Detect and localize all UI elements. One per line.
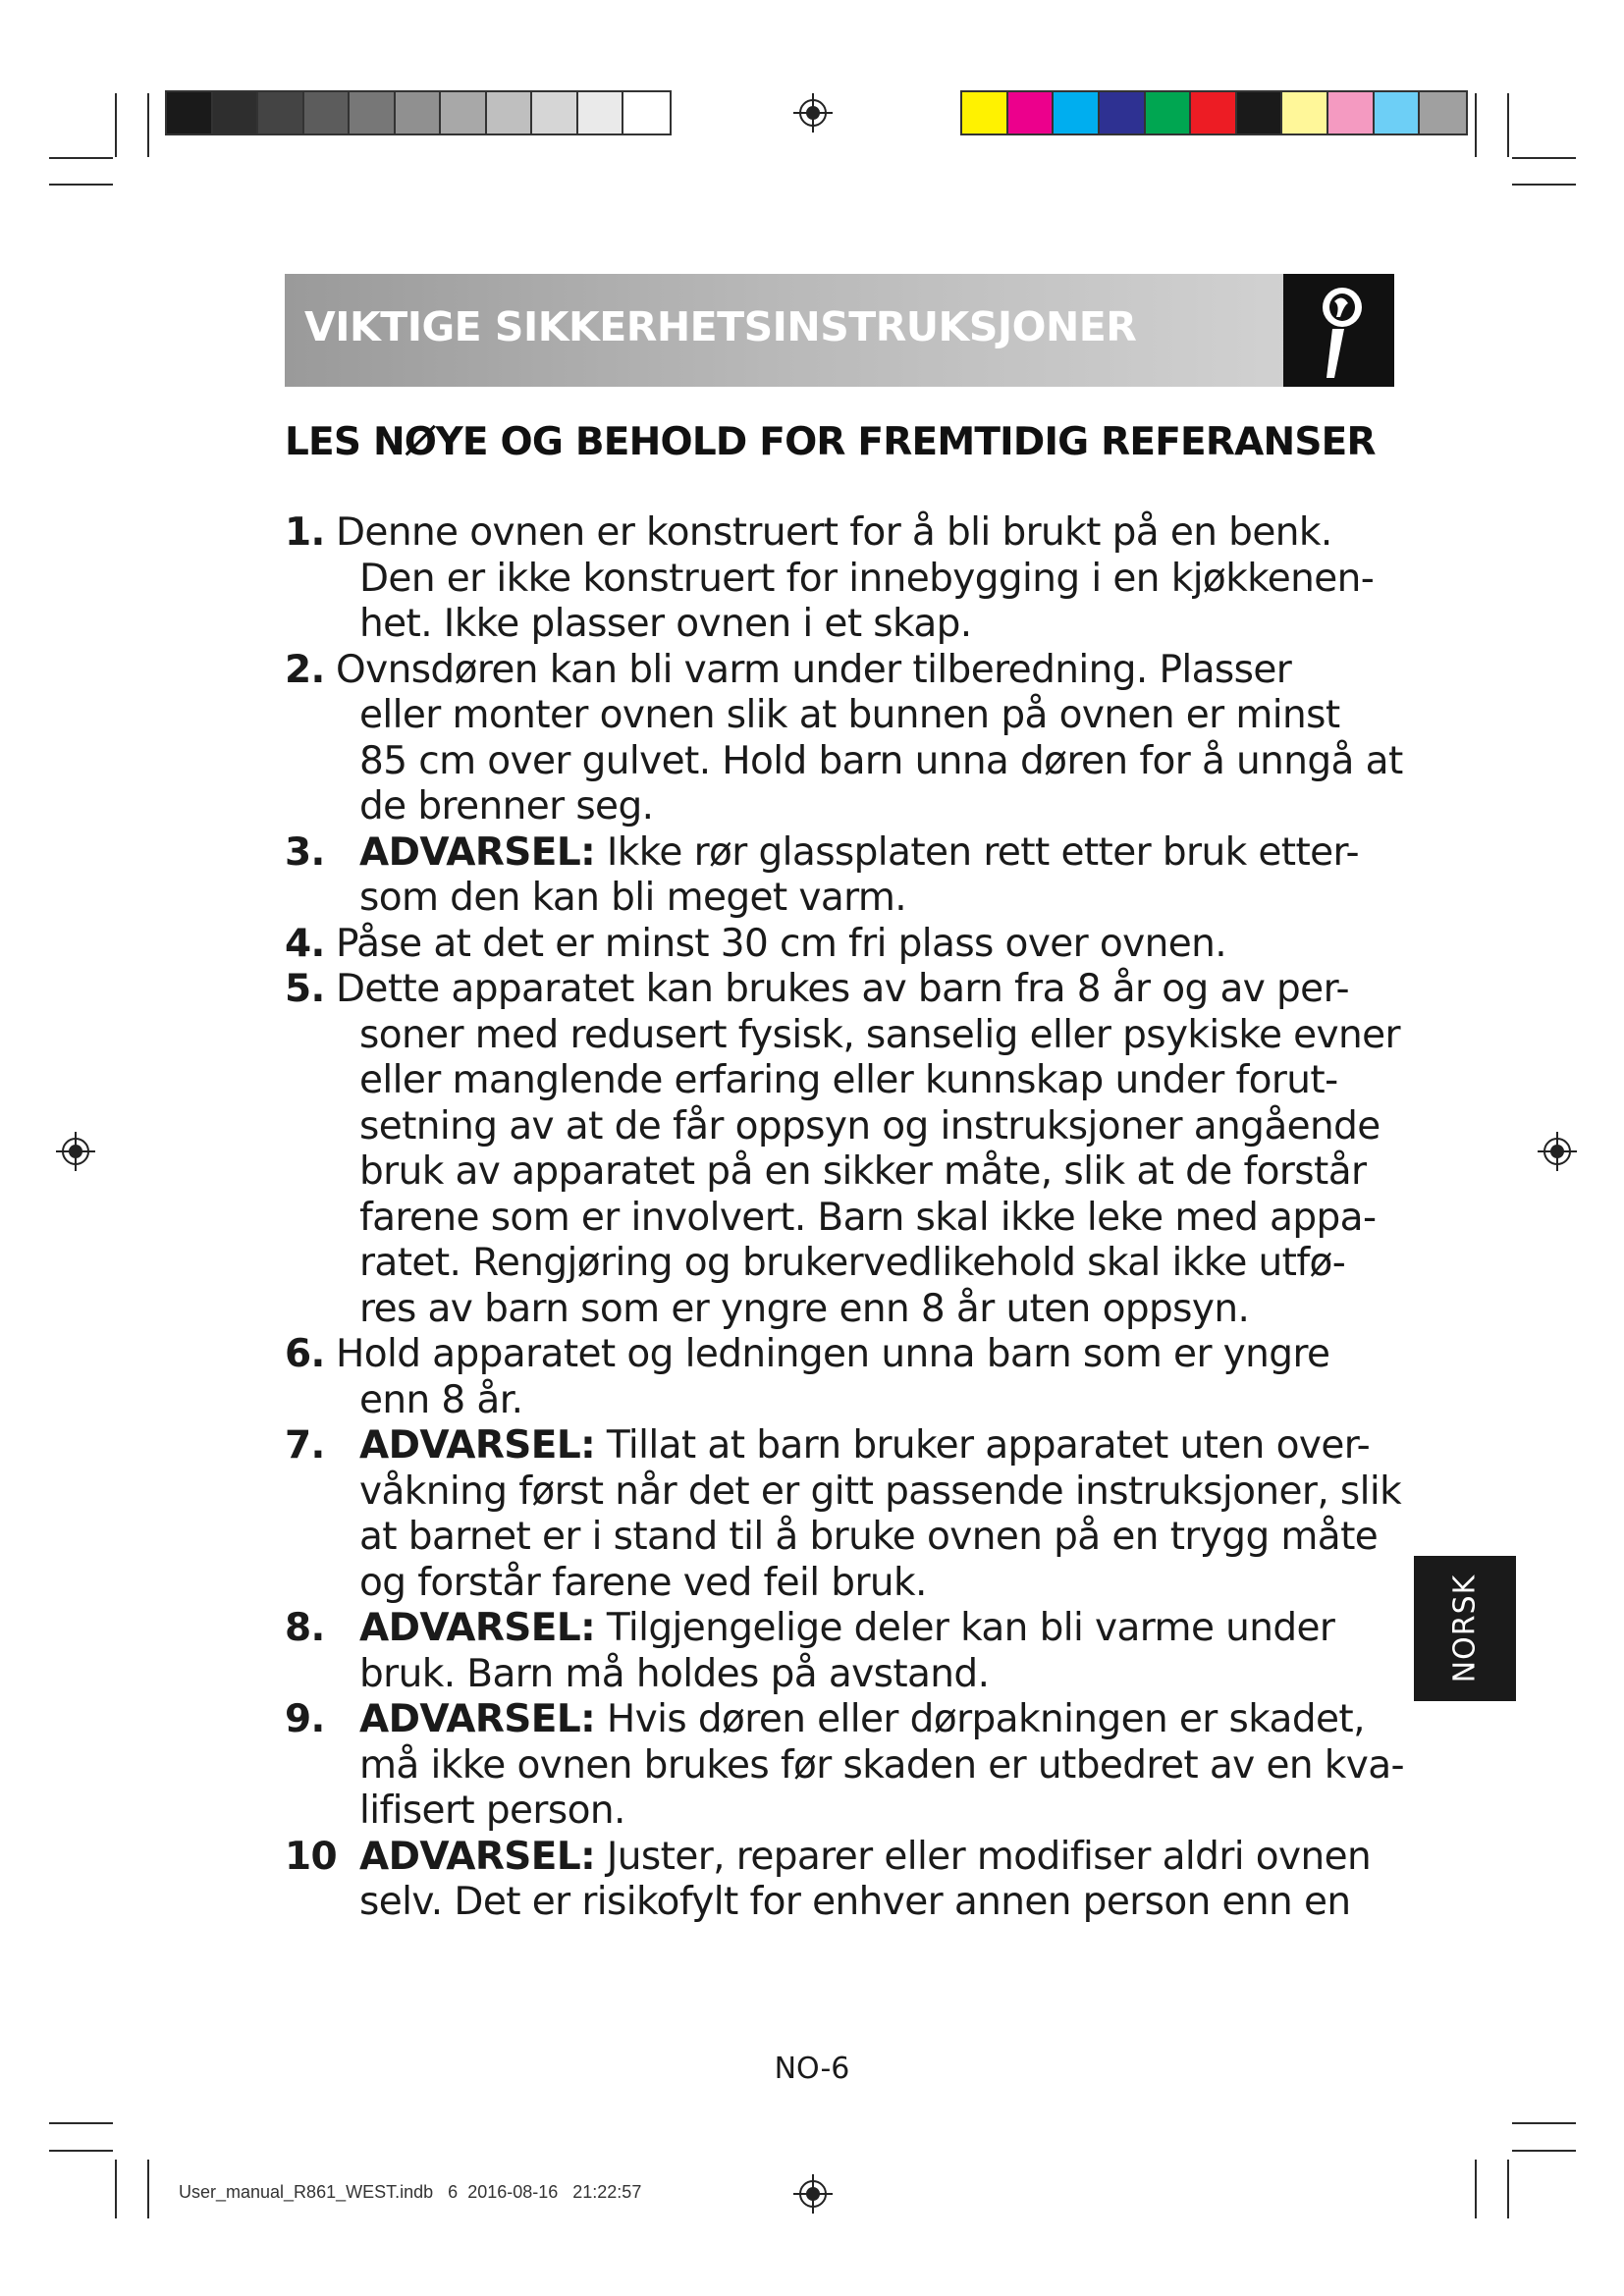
item-body	[285, 647, 1403, 830]
registration-mark-bottom	[793, 2174, 833, 2214]
item-text: setning av at de får oppsyn og instruksjoner angående	[359, 1103, 1380, 1148]
warning-label: ADVARSEL:	[359, 1606, 596, 1650]
item-text: Tillat at barn bruker apparatet uten over-	[606, 1423, 1371, 1468]
process-color-swatch	[1420, 92, 1466, 133]
item-text: Tilgjengelige deler kan bli varme under	[606, 1606, 1335, 1650]
registration-mark-right	[1538, 1132, 1577, 1171]
print-slug	[179, 2182, 641, 2203]
warning-label: ADVARSEL:	[359, 1423, 596, 1468]
section-title: VIKTIGE SIKKERHETSINSTRUKSJONER	[304, 303, 1137, 350]
item-line	[336, 922, 1399, 968]
list-item	[285, 967, 1399, 1332]
item-body	[285, 967, 1399, 1332]
item-line	[336, 1332, 1399, 1378]
gray-swatch	[441, 92, 487, 133]
item-line	[359, 1606, 1399, 1652]
gray-swatch	[167, 92, 213, 133]
item-text: soner med redusert fysisk, sanselig eller psykiske evner	[359, 1012, 1400, 1057]
section-header-banner	[285, 274, 1394, 387]
gray-swatch	[213, 92, 259, 133]
process-color-swatch	[1375, 92, 1421, 133]
gray-swatch	[487, 92, 533, 133]
item-line	[359, 693, 1399, 739]
item-number: 10	[285, 1834, 338, 1879]
item-body	[285, 1332, 1399, 1423]
item-text: Ovnsdøren kan bli varm under tilberedning. Plasser	[336, 647, 1292, 692]
item-line	[359, 1196, 1399, 1242]
item-text: res av barn som er yngre enn 8 år uten oppsyn.	[359, 1286, 1250, 1331]
item-line	[359, 1287, 1399, 1333]
item-body	[285, 922, 1399, 968]
item-line	[359, 1789, 1399, 1835]
item-line	[336, 648, 1399, 694]
item-number: 6.	[285, 1332, 325, 1376]
item-line	[359, 1241, 1399, 1287]
item-number: 5.	[285, 967, 325, 1011]
warning-label: ADVARSEL:	[359, 1834, 596, 1879]
gray-swatch	[258, 92, 304, 133]
item-line	[336, 967, 1399, 1013]
language-tab-label: NORSK	[1447, 1574, 1483, 1683]
item-text: farene som er involvert. Barn skal ikke leke med appa-	[359, 1195, 1377, 1240]
process-color-swatch	[1008, 92, 1055, 133]
item-line	[359, 1835, 1399, 1881]
item-line	[359, 1104, 1399, 1150]
instruction-list	[285, 510, 1404, 1926]
item-line	[336, 510, 1399, 557]
list-item	[285, 830, 1399, 922]
gray-swatch	[623, 92, 670, 133]
list-item	[285, 647, 1403, 830]
item-text: Denne ovnen er konstruert for å bli brukt på en benk.	[336, 510, 1332, 555]
item-body	[285, 1606, 1399, 1697]
process-color-swatch	[1146, 92, 1192, 133]
process-color-swatch	[1054, 92, 1100, 133]
slug-page: 6	[448, 2182, 459, 2202]
item-text: Ikke rør glassplaten rett etter bruk etter-	[606, 829, 1359, 875]
list-item	[285, 1423, 1402, 1606]
item-number: 9.	[285, 1697, 325, 1741]
item-number: 4.	[285, 921, 325, 966]
item-body	[285, 1697, 1404, 1835]
item-line	[359, 876, 1399, 922]
process-color-swatch	[962, 92, 1008, 133]
list-item	[285, 1697, 1404, 1835]
item-text: Dette apparatet kan brukes av barn fra 8 år og av per-	[336, 967, 1349, 1011]
item-line	[359, 784, 1399, 830]
item-line	[359, 1697, 1399, 1743]
gray-color-bar	[165, 90, 672, 135]
item-number: 2.	[285, 647, 325, 692]
process-color-swatch	[1100, 92, 1146, 133]
slug-datetime: 2016-08-16 21:22:57	[467, 2182, 642, 2202]
item-text: eller manglende erfaring eller kunnskap under forut-	[359, 1058, 1338, 1102]
warning-label: ADVARSEL:	[359, 829, 596, 875]
item-line	[359, 738, 1403, 785]
info-icon-box	[1283, 274, 1394, 387]
slug-file: User_manual_R861_WEST.indb	[179, 2182, 434, 2202]
list-item	[285, 1606, 1399, 1697]
warning-label: ADVARSEL:	[359, 1697, 596, 1741]
item-text: eller monter ovnen slik at bunnen på ovnen er minst	[359, 693, 1340, 737]
item-text: Påse at det er minst 30 cm fri plass over ovnen.	[336, 921, 1227, 966]
item-line	[359, 1742, 1404, 1789]
item-line	[359, 602, 1399, 648]
item-line	[359, 830, 1399, 877]
item-body	[285, 510, 1399, 648]
item-body	[285, 830, 1399, 922]
item-text: Den er ikke konstruert for innebygging i en kjøkkenen-	[359, 556, 1375, 601]
process-color-bar	[960, 90, 1468, 135]
process-color-swatch	[1282, 92, 1328, 133]
item-text: bruk av apparatet på en sikker måte, slik at de forstår	[359, 1149, 1367, 1194]
item-line	[359, 1423, 1399, 1469]
list-item	[285, 1332, 1399, 1423]
item-line	[359, 1149, 1399, 1196]
registration-mark-left	[56, 1132, 95, 1171]
item-text: selv. Det er risikofylt for enhver annen person enn en	[359, 1880, 1351, 1924]
item-line	[359, 1013, 1399, 1059]
process-color-swatch	[1237, 92, 1283, 133]
item-text: og forstår farene ved feil bruk.	[359, 1560, 927, 1605]
item-number: 3.	[285, 829, 325, 875]
item-text: at barnet er i stand til å bruke ovnen på en trygg måte	[359, 1515, 1379, 1559]
gray-swatch	[578, 92, 624, 133]
item-text: het. Ikke plasser ovnen i et skap.	[359, 602, 972, 646]
item-line	[359, 1378, 1399, 1424]
item-line	[359, 557, 1399, 603]
item-line	[359, 1652, 1399, 1698]
item-text: Hvis døren eller dørpakningen er skadet,	[606, 1697, 1365, 1741]
item-line	[359, 1468, 1402, 1516]
item-line	[359, 1880, 1399, 1926]
subheading: LES NØYE OG BEHOLD FOR FREMTIDIG REFERANSER	[285, 420, 1376, 464]
process-color-swatch	[1191, 92, 1237, 133]
item-text: lifisert person.	[359, 1789, 625, 1833]
gray-swatch	[532, 92, 578, 133]
item-number: 1.	[285, 510, 325, 555]
page-number: NO-6	[774, 2052, 850, 2086]
item-text: 85 cm over gulvet. Hold barn unna døren for å unngå at	[359, 738, 1403, 783]
item-line	[359, 1561, 1399, 1607]
gray-swatch	[396, 92, 442, 133]
item-text: som den kan bli meget varm.	[359, 876, 907, 920]
item-text: enn 8 år.	[359, 1377, 523, 1422]
item-text: bruk. Barn må holdes på avstand.	[359, 1651, 990, 1696]
item-text: Hold apparatet og ledningen unna barn som er yngre	[336, 1332, 1330, 1376]
item-number: 7.	[285, 1423, 325, 1468]
process-color-swatch	[1328, 92, 1375, 133]
list-item	[285, 1835, 1399, 1926]
language-tab	[1414, 1556, 1516, 1701]
registration-mark-top	[793, 93, 833, 133]
gray-swatch	[350, 92, 396, 133]
item-number: 8.	[285, 1606, 325, 1650]
item-text: ratet. Rengjøring og brukervedlikehold skal ikke utfø-	[359, 1241, 1346, 1285]
list-item	[285, 922, 1399, 968]
info-icon	[1283, 274, 1394, 387]
item-text: våkning først når det er gitt passende instruksjoner, slik	[359, 1468, 1402, 1514]
gray-swatch	[304, 92, 351, 133]
item-text: må ikke ovnen brukes før skaden er utbedret av en kva-	[359, 1742, 1404, 1788]
item-text: de brenner seg.	[359, 784, 654, 828]
item-line	[359, 1515, 1399, 1561]
item-body	[285, 1423, 1402, 1606]
item-text: Juster, reparer eller modifiser aldri ovnen	[606, 1834, 1372, 1879]
list-item	[285, 510, 1399, 648]
item-line	[359, 1058, 1399, 1104]
item-body	[285, 1835, 1399, 1926]
